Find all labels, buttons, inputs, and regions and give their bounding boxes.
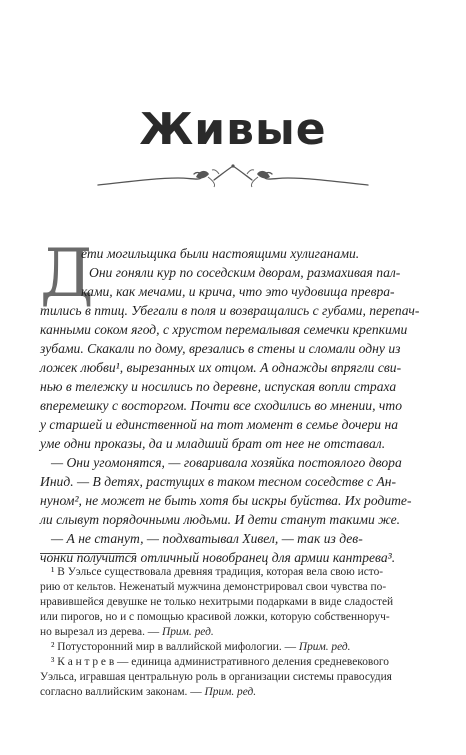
- text-line: уме одни проказы, да и младший брат от нее не отставал.: [40, 436, 386, 451]
- text-line: вперемешку с восторгом. Почти все сходились во мнении, что: [40, 398, 402, 413]
- text-line: нуном², не может не быть хотя бы искры буйства. Их родите-: [40, 493, 412, 508]
- editor-note: Прим. ред.: [204, 686, 257, 698]
- footnote-line: Уэльса, игравшая центральную роль в организации системы правосудия: [40, 671, 392, 683]
- text-line: нью в тележку и носились по деревне, испуская вопли страха: [40, 379, 397, 394]
- drop-cap: Д: [40, 235, 94, 312]
- text-line: тились в птиц. Убегали в поля и возвращались с губами, перепач-: [40, 303, 420, 318]
- text-line: канными соком ягод, с хрустом перемалывая семечки крепкими: [40, 322, 408, 337]
- text-line: ками, как мечами, и крича, что это чудовища превра-: [81, 284, 395, 299]
- footnote-line: ¹ В Уэльсе существовала древняя традиция, которая вела свою исто-: [51, 566, 384, 578]
- footnote-line: рию от кельтов. Неженатый мужчина демонстрировал свои чувства по-: [40, 581, 387, 593]
- footnote-line: ³ К а н т р е в — единица административного деления средневекового: [51, 656, 389, 668]
- text-line: у старшей и единственной на тот момент в семье дочери на: [40, 417, 399, 432]
- editor-note: Прим. ред.: [298, 641, 351, 653]
- text-line: чонки получится отличный новобранец для армии кантрева³.: [40, 550, 396, 565]
- flourish-ornament-icon: [96, 160, 370, 190]
- text-line: — А не станут, — подхватывал Хивел, — так из дев-: [51, 531, 363, 546]
- text-line: ети могильщика были настоящими хулиганами.: [81, 246, 360, 261]
- footnote-line: ² Потусторонний мир в валлийской мифологии. — Прим. ред.: [51, 641, 351, 653]
- footnote-line: согласно валлийским законам. — Прим. ред.: [40, 686, 257, 698]
- text-line: Инид. — В детях, растущих в таком тесном соседстве с Ан-: [40, 474, 397, 489]
- chapter-title: Живые: [139, 104, 327, 155]
- editor-note: Прим. ред.: [162, 626, 214, 638]
- footnote-line: но вырезал из дерева. — Прим. ред.: [40, 626, 214, 638]
- text-line: — Они угомонятся, — говаривала хозяйка постоялого двора: [51, 455, 402, 470]
- text-line: ложек любви¹, вырезанных их отцом. А однажды впрягли сви-: [40, 360, 402, 375]
- footnote-line: или пирогов, но и с помощью красивой ложки, которую собственноруч-: [40, 611, 390, 623]
- footnote-divider: [40, 553, 136, 554]
- text-line: ли слывут порядочными людьми. И дети станут такими же.: [40, 512, 401, 527]
- footnote-line: нравившейся девушке не только нехитрыми подарками в виде сладостей: [40, 596, 394, 608]
- text-line: Они гоняли кур по соседским дворам, размахивая пал-: [89, 265, 401, 280]
- text-line: зубами. Скакали по дому, врезались в стены и сломали одну из: [40, 341, 401, 356]
